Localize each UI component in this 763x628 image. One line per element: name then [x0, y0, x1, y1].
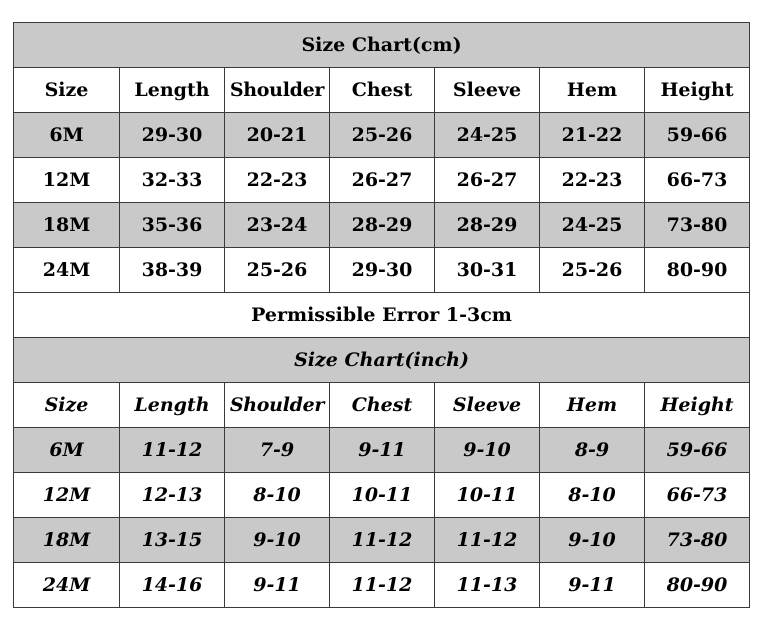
note-row [14, 293, 750, 338]
table-cell: 29-30 [330, 248, 435, 293]
table-cell: 18M [14, 518, 120, 563]
table-cell: 12M [14, 158, 120, 203]
table-cell: 20-21 [225, 113, 330, 158]
cm-chart [14, 23, 750, 338]
inch-header-size: Size [14, 383, 120, 428]
cm-row-6m [14, 113, 750, 158]
inch-header-chest: Chest [330, 383, 435, 428]
size-chart-table [13, 22, 750, 608]
table-cell: 9-11 [330, 428, 435, 473]
table-cell: 9-10 [435, 428, 540, 473]
table-cell: 12M [14, 473, 120, 518]
table-cell: 25-26 [540, 248, 645, 293]
cm-row-24m [14, 248, 750, 293]
table-cell: 73-80 [645, 203, 750, 248]
cm-header-length: Length [120, 68, 225, 113]
inch-row-18m [14, 518, 750, 563]
table-cell: 25-26 [225, 248, 330, 293]
table-cell: 11-13 [435, 563, 540, 608]
table-cell: 26-27 [330, 158, 435, 203]
cm-header-sleeve: Sleeve [435, 68, 540, 113]
table-cell: 30-31 [435, 248, 540, 293]
table-cell: 28-29 [330, 203, 435, 248]
cm-header-chest: Chest [330, 68, 435, 113]
table-cell: 22-23 [540, 158, 645, 203]
cm-header-height: Height [645, 68, 750, 113]
table-cell: 8-10 [540, 473, 645, 518]
table-cell: 14-16 [120, 563, 225, 608]
table-cell: 6M [14, 428, 120, 473]
table-cell: 22-23 [225, 158, 330, 203]
permissible-error-note: Permissible Error 1-3cm [14, 293, 750, 338]
table-cell: 7-9 [225, 428, 330, 473]
table-cell: 8-9 [540, 428, 645, 473]
table-cell: 66-73 [645, 473, 750, 518]
table-cell: 80-90 [645, 248, 750, 293]
table-cell: 38-39 [120, 248, 225, 293]
cm-title-row [14, 23, 750, 68]
table-cell: 18M [14, 203, 120, 248]
cm-header-size: Size [14, 68, 120, 113]
table-cell: 66-73 [645, 158, 750, 203]
inch-header-sleeve: Sleeve [435, 383, 540, 428]
table-cell: 80-90 [645, 563, 750, 608]
table-cell: 10-11 [435, 473, 540, 518]
table-cell: 26-27 [435, 158, 540, 203]
table-cell: 9-11 [540, 563, 645, 608]
table-cell: 29-30 [120, 113, 225, 158]
cm-header-hem: Hem [540, 68, 645, 113]
inch-header-length: Length [120, 383, 225, 428]
inch-header-shoulder: Shoulder [225, 383, 330, 428]
inch-header-hem: Hem [540, 383, 645, 428]
table-cell: 10-11 [330, 473, 435, 518]
table-cell: 6M [14, 113, 120, 158]
table-cell: 28-29 [435, 203, 540, 248]
table-cell: 8-10 [225, 473, 330, 518]
table-cell: 11-12 [330, 563, 435, 608]
table-cell: 21-22 [540, 113, 645, 158]
table-cell: 11-12 [330, 518, 435, 563]
table-cell: 25-26 [330, 113, 435, 158]
table-cell: 59-66 [645, 428, 750, 473]
table-cell: 59-66 [645, 113, 750, 158]
inch-title-row [14, 338, 750, 383]
inch-header-row [14, 383, 750, 428]
table-cell: 9-10 [540, 518, 645, 563]
cm-row-12m [14, 158, 750, 203]
inch-header-height: Height [645, 383, 750, 428]
inch-row-12m [14, 473, 750, 518]
inch-chart [14, 338, 750, 608]
table-cell: 73-80 [645, 518, 750, 563]
table-cell: 32-33 [120, 158, 225, 203]
inch-row-6m [14, 428, 750, 473]
cm-header-row [14, 68, 750, 113]
table-cell: 23-24 [225, 203, 330, 248]
cm-row-18m [14, 203, 750, 248]
table-cell: 24M [14, 248, 120, 293]
table-cell: 24-25 [435, 113, 540, 158]
table-cell: 24-25 [540, 203, 645, 248]
table-cell: 11-12 [435, 518, 540, 563]
table-cell: 9-10 [225, 518, 330, 563]
cm-header-shoulder: Shoulder [225, 68, 330, 113]
table-cell: 24M [14, 563, 120, 608]
table-cell: 11-12 [120, 428, 225, 473]
inch-row-24m [14, 563, 750, 608]
table-cell: 9-11 [225, 563, 330, 608]
table-cell: 12-13 [120, 473, 225, 518]
table-cell: 35-36 [120, 203, 225, 248]
inch-chart-title: Size Chart(inch) [14, 338, 750, 383]
cm-chart-title: Size Chart(cm) [14, 23, 750, 68]
table-cell: 13-15 [120, 518, 225, 563]
